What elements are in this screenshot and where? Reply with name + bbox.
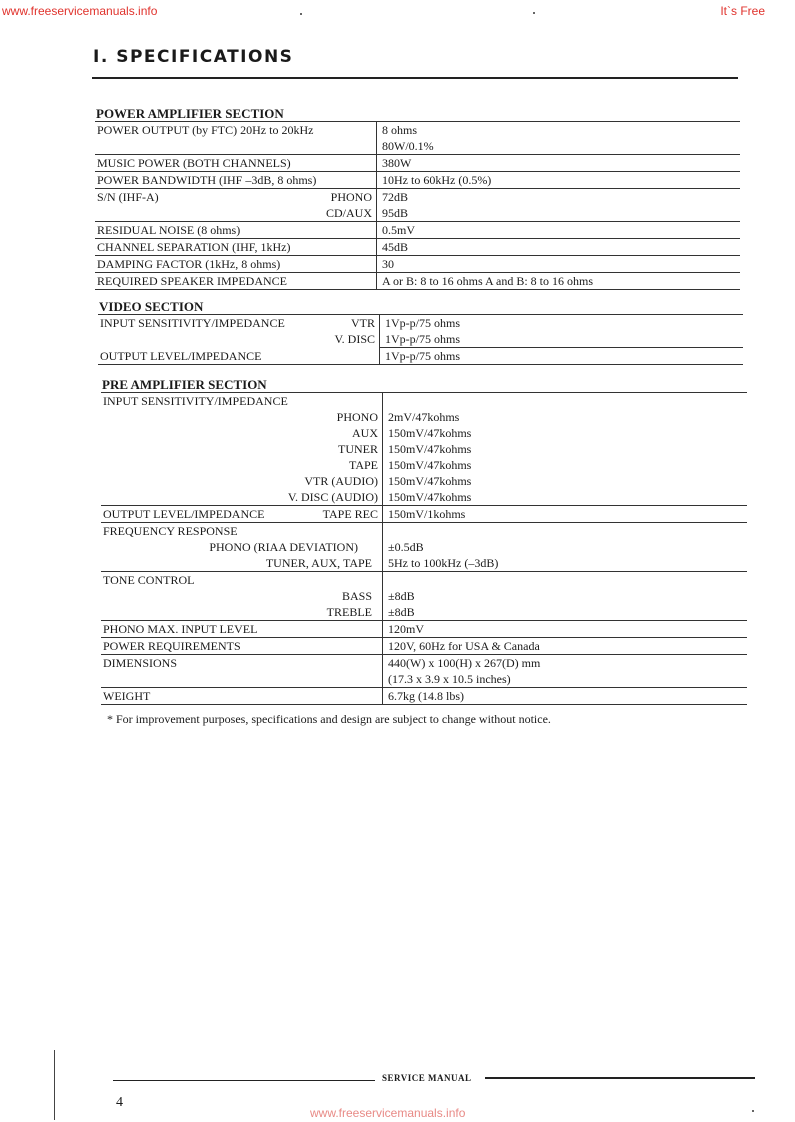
spec-row-power-requirements — [101, 638, 747, 655]
spec-label: BASS — [341, 589, 372, 603]
spec-label: DIMENSIONS — [103, 656, 178, 670]
spec-label: TREBLE — [326, 605, 372, 619]
spec-value: 1Vp-p/75 ohms — [379, 331, 743, 348]
spec-row-video-output — [98, 348, 743, 365]
spec-value: 1Vp-p/75 ohms — [379, 348, 743, 364]
spec-label: TAPE — [348, 458, 378, 472]
spec-row-speaker-impedance — [95, 273, 740, 290]
spec-row-damping-factor — [95, 256, 740, 273]
spec-value: 440(W) x 100(H) x 267(D) mm — [382, 655, 747, 671]
spec-value — [382, 523, 747, 539]
spec-label: WEIGHT — [103, 689, 151, 703]
spec-value: 45dB — [376, 239, 740, 255]
spec-label: PHONO MAX. INPUT LEVEL — [103, 622, 258, 636]
spec-value: 30 — [376, 256, 740, 272]
spec-row-sn-phono — [95, 189, 740, 205]
spec-label: PHONO — [336, 410, 378, 424]
spec-row-pre-input — [101, 489, 747, 506]
footer-rule-right — [485, 1077, 755, 1079]
spec-label: VTR (AUDIO) — [304, 474, 378, 488]
spec-value — [382, 393, 747, 409]
spec-row-tone-heading — [101, 572, 747, 588]
scan-speck — [533, 12, 535, 14]
spec-row-pre-output — [101, 506, 747, 523]
spec-label: CHANNEL SEPARATION (IHF, 1kHz) — [97, 240, 291, 254]
section-heading: VIDEO SECTION — [98, 299, 743, 315]
spec-label: INPUT SENSITIVITY/IMPEDANCE VTR — [100, 316, 375, 330]
spec-row-residual-noise — [95, 222, 740, 239]
spec-value: 8 ohms — [376, 122, 740, 138]
spec-label: POWER BANDWIDTH (IHF –3dB, 8 ohms) — [97, 173, 317, 187]
spec-label: REQUIRED SPEAKER IMPEDANCE — [97, 274, 288, 288]
spec-value: 1Vp-p/75 ohms — [379, 315, 743, 331]
spec-row-frequency-tuner — [101, 555, 747, 572]
spec-row-video-input-vdisc — [98, 331, 743, 348]
spec-row-pre-input — [101, 457, 747, 473]
spec-row-frequency-phono — [101, 539, 747, 555]
spec-label: CD/AUX — [325, 206, 372, 220]
spec-row-dimensions — [101, 655, 747, 671]
spec-value: (17.3 x 3.9 x 10.5 inches) — [382, 671, 747, 687]
footer-label: SERVICE MANUAL — [382, 1073, 472, 1083]
spec-value: 150mV/47kohms — [382, 441, 747, 457]
spec-value: 5Hz to 100kHz (–3dB) — [382, 555, 747, 571]
spec-label: POWER REQUIREMENTS — [103, 639, 241, 653]
watermark-link-top[interactable]: www.freeservicemanuals.info — [2, 4, 158, 18]
spec-row-video-input-vtr — [98, 315, 743, 331]
spec-value: 150mV/1kohms — [382, 506, 747, 522]
spec-label: OUTPUT LEVEL/IMPEDANCE TAPE REC — [103, 507, 378, 521]
title-divider — [92, 77, 738, 79]
spec-label: RESIDUAL NOISE (8 ohms) — [97, 223, 241, 237]
video-section — [98, 299, 743, 365]
scan-speck — [300, 13, 302, 15]
spec-label: S/N (IHF-A) PHONO — [97, 190, 372, 204]
footer-rule-left — [113, 1080, 375, 1081]
spec-label: V. DISC — [334, 332, 375, 346]
spec-row-power-bandwidth — [95, 172, 740, 189]
spec-label: INPUT SENSITIVITY/IMPEDANCE — [103, 394, 288, 408]
spec-row-music-power — [95, 155, 740, 172]
spec-row-weight — [101, 688, 747, 705]
power-amp-section — [95, 106, 740, 290]
spec-label — [95, 138, 376, 154]
spec-row-tone-bass — [101, 588, 747, 604]
spec-row-pre-input — [101, 441, 747, 457]
spec-value: 10Hz to 60kHz (0.5%) — [376, 172, 740, 188]
spec-value: A or B: 8 to 16 ohms A and B: 8 to 16 ohms — [376, 273, 740, 289]
spec-row-dimensions-inches — [101, 671, 747, 688]
spec-value: ±0.5dB — [382, 539, 747, 555]
spec-row-pre-input — [101, 425, 747, 441]
spec-label: MUSIC POWER (BOTH CHANNELS) — [97, 156, 291, 170]
section-heading: PRE AMPLIFIER SECTION — [101, 377, 747, 393]
spec-label: V. DISC (AUDIO) — [287, 490, 378, 504]
page-title: I. SPECIFICATIONS — [93, 47, 294, 67]
spec-row-channel-separation — [95, 239, 740, 256]
section-heading: POWER AMPLIFIER SECTION — [95, 106, 740, 122]
spec-value: ±8dB — [382, 604, 747, 620]
spec-row-phono-max — [101, 621, 747, 638]
spec-row-frequency-heading — [101, 523, 747, 539]
spec-row-power-output — [95, 122, 740, 138]
spec-label — [101, 671, 382, 687]
spec-value: 72dB — [376, 189, 740, 205]
spec-row-tone-treble — [101, 604, 747, 621]
spec-value: 150mV/47kohms — [382, 457, 747, 473]
spec-value: 150mV/47kohms — [382, 489, 747, 505]
spec-value: 80W/0.1% — [376, 138, 740, 154]
spec-value: 2mV/47kohms — [382, 409, 747, 425]
scan-speck — [752, 1110, 754, 1112]
spec-label: OUTPUT LEVEL/IMPEDANCE — [100, 349, 262, 363]
spec-label: POWER OUTPUT (by FTC) 20Hz to 20kHz — [97, 123, 314, 137]
spec-label: DAMPING FACTOR (1kHz, 8 ohms) — [97, 257, 281, 271]
spec-label: TUNER, AUX, TAPE — [265, 556, 372, 570]
spec-value: ±8dB — [382, 588, 747, 604]
spec-value: 150mV/47kohms — [382, 473, 747, 489]
spec-value: 95dB — [376, 205, 740, 221]
scan-margin-line — [54, 1050, 55, 1120]
pre-amp-section — [101, 377, 747, 705]
spec-row-pre-input — [101, 473, 747, 489]
spec-row-sn-cd — [95, 205, 740, 222]
spec-row-power-output-2 — [95, 138, 740, 155]
spec-row-pre-input-heading — [101, 393, 747, 409]
spec-value: 150mV/47kohms — [382, 425, 747, 441]
spec-label: PHONO (RIAA DEVIATION) — [209, 540, 358, 554]
spec-value: 120mV — [382, 621, 747, 637]
spec-value: 6.7kg (14.8 lbs) — [382, 688, 747, 704]
spec-row-pre-input — [101, 409, 747, 425]
spec-value — [382, 572, 747, 588]
spec-label: AUX — [352, 426, 378, 440]
watermark-tagline: It`s Free — [720, 4, 765, 18]
spec-value: 0.5mV — [376, 222, 740, 238]
spec-label: FREQUENCY RESPONSE — [103, 524, 238, 538]
spec-value: 380W — [376, 155, 740, 171]
spec-value: 120V, 60Hz for USA & Canada — [382, 638, 747, 654]
spec-label: TONE CONTROL — [103, 573, 195, 587]
spec-label: TUNER — [338, 442, 378, 456]
footnote: * For improvement purposes, specifications and design are subject to change without notice. — [107, 712, 551, 726]
watermark-link-bottom[interactable]: www.freeservicemanuals.info — [310, 1106, 466, 1120]
page-number: 4 — [116, 1095, 123, 1110]
